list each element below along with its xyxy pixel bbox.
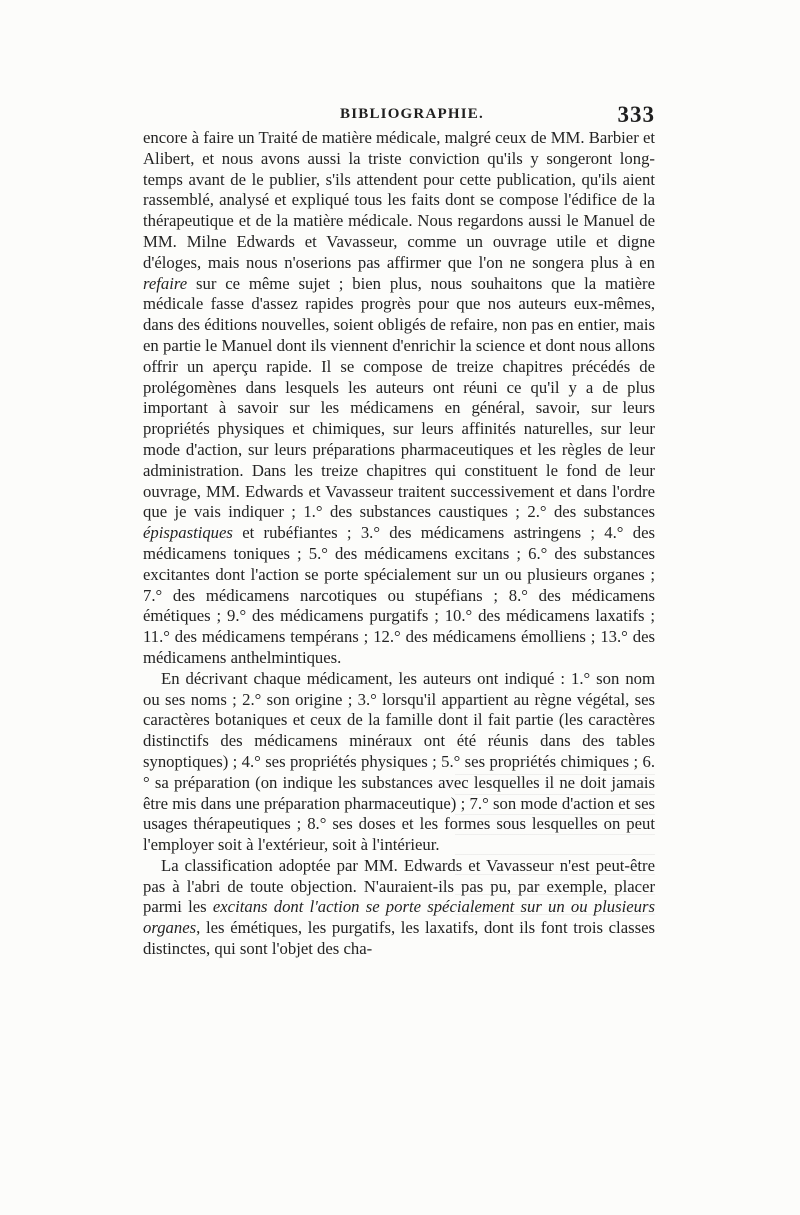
page-number: 333 [617,102,655,127]
running-head: BIBLIOGRAPHIE. [340,106,484,122]
paragraph-2 [143,669,655,856]
italic-run: refaire [143,273,188,293]
italic-run: épispastiques [143,523,233,543]
text-run: encore à faire un Traité de matière médicale, malgré ceux de MM. Barbier et Alibert, et nous avons aussi la triste conviction qu'ils y songeront long-temps avant de le publier, s'ils attendent pour cette publication, qu'ils aient rassemblé, analysé et expliqué tous les faits dont se compose l'édifice de la thérapeutique et de la matière médicale. Nous regardons aussi le Manuel de MM. Milne Edwards et Vavasseur, comme un ouvrage utile et digne d'éloges, mais nous n'oserions pas affirmer que l'on ne songera plus à en [143,128,655,272]
page-header [310,102,655,130]
text-run: , les émétiques, les purgatifs, les laxatifs, dont ils font trois classes distinctes, qui sont l'objet des cha- [143,918,655,959]
paragraph-3 [143,856,655,960]
body-text [143,128,655,960]
paragraph-1 [143,128,655,669]
italic-run: excitans dont l'action se porte spécialement sur un ou plusieurs organes [143,897,655,938]
text-run: sur ce même sujet ; bien plus, nous souhaitons que la matière médicale fasse d'assez rapides progrès pour que nos auteurs eux-mêmes, dans des éditions nouvelles, soient obligés de refaire, non pas en entier, mais en partie le Manuel dont ils viennent d'enrichir la science et dont nous allons offrir un aperçu rapide. Il se compose de treize chapitres précédés de prolégomènes dans lesquels les auteurs ont réuni ce qu'il y a de plus important à savoir sur les médicamens en général, savoir, sur leurs propriétés physiques et chimiques, sur leurs affinités naturelles, sur leur mode d'action, sur leurs préparations pharmaceutiques et les règles de leur administration. Dans les treize chapitres qui constituent le fond de leur ouvrage, MM. Edwards et Vavasseur traitent successivement et dans l'ordre que je vais indiquer ; 1.° des substances caustiques ; 2.° des substances [143,273,655,522]
text-run: En décrivant chaque médicament, les auteurs ont indiqué : 1.° son nom ou ses noms ; 2.° son origine ; 3.° lorsqu'il appartient au règne végétal, ses caractères botaniques et ceux de la famille dont il fait partie (les caractères distinctifs des médicamens minéraux ont été réunis dans des tables synoptiques) ; 4.° ses propriétés physiques ; 5.° ses propriétés chimiques ; 6.° sa préparation (on indique les substances avec lesquelles il ne doit jamais être mis dans une préparation pharmaceutique) ; 7.° son mode d'action et ses usages thérapeutiques ; 8.° ses doses et les formes sous lesquelles on peut l'employer soit à l'extérieur, soit à l'intérieur. [143,668,655,855]
text-run: et rubéfiantes ; 3.° des médicamens astringens ; 4.° des médicamens toniques ; 5.° des médicamens excitans ; 6.° des substances excitantes dont l'action se porte spécialement sur un ou plusieurs organes ; 7.° des médicamens narcotiques ou stupéfians ; 8.° des médicamens émétiques ; 9.° des médicamens purgatifs ; 10.° des médicamens laxatifs ; 11.° des médicamens tempérans ; 12.° des médicamens émolliens ; 13.° des médicamens anthelmintiques. [143,523,655,667]
text-run: La classification adoptée par MM. Edwards et Vavasseur n'est peut-être pas à l'abri de toute objection. N'auraient-ils pas pu, par exemple, placer parmi les [143,855,655,917]
